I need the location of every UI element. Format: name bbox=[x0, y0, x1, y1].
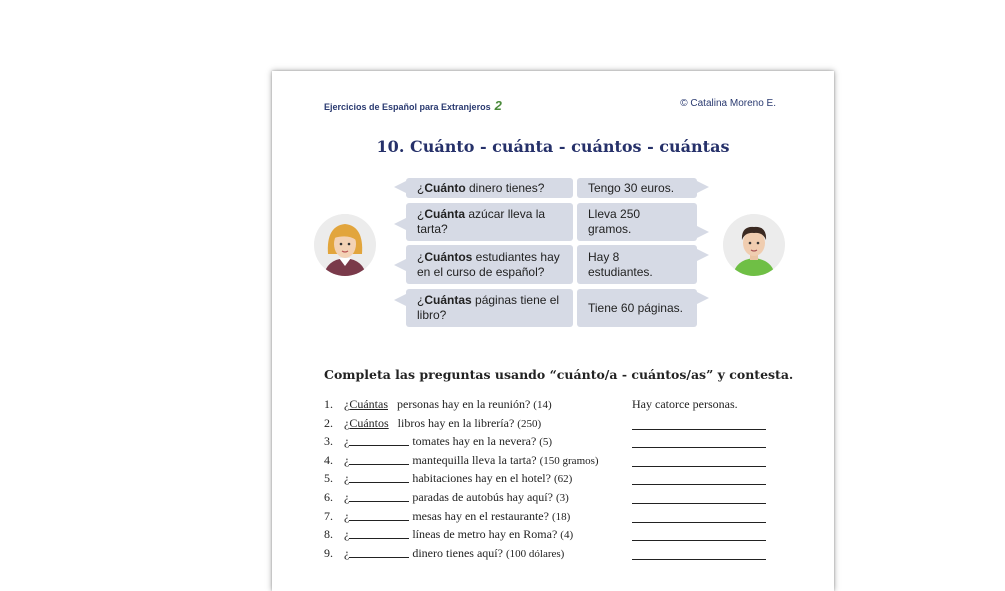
answer-bubble bbox=[577, 289, 697, 327]
answer-line[interactable] bbox=[632, 447, 766, 448]
fill-blank[interactable] bbox=[349, 471, 409, 483]
question-word: Cuánto bbox=[424, 180, 466, 195]
question-mark: ¿ bbox=[344, 452, 350, 467]
answer-line[interactable] bbox=[632, 429, 766, 430]
fill-blank[interactable] bbox=[349, 509, 409, 521]
page-title: 10. Cuánto - cuánta - cuántos - cuántas bbox=[376, 137, 730, 156]
question-text: líneas de metro hay en Roma? bbox=[409, 527, 561, 542]
book-title bbox=[324, 98, 502, 113]
answer-text: Lleva 250 gramos. bbox=[588, 207, 641, 236]
answer-text: Tengo 30 euros. bbox=[588, 180, 675, 195]
fill-blank[interactable] bbox=[349, 434, 409, 446]
question-text: paradas de autobús hay aquí? bbox=[409, 490, 556, 504]
book-number: 2 bbox=[494, 98, 502, 113]
fill-blank[interactable] bbox=[349, 527, 409, 539]
question-text: mesas hay en el restaurante? bbox=[409, 508, 552, 523]
quantity-hint: (100 dólares) bbox=[505, 547, 565, 560]
exercise-question bbox=[344, 546, 564, 561]
bubble-tail-icon bbox=[394, 259, 406, 271]
question-mark: ¿ bbox=[344, 508, 350, 523]
exercise-question bbox=[344, 509, 570, 524]
answer-bubble bbox=[577, 245, 697, 284]
question-text: páginas tiene el libro? bbox=[417, 293, 560, 322]
fill-blank[interactable] bbox=[349, 546, 409, 558]
question-mark: ¿ bbox=[344, 471, 350, 486]
question-text: mantequilla lleva la tarta? bbox=[409, 452, 540, 467]
exercise-question bbox=[344, 490, 569, 505]
bubble-tail-icon bbox=[394, 218, 406, 230]
question-bubble bbox=[406, 245, 573, 284]
answer-line[interactable] bbox=[632, 522, 766, 523]
question-text: dinero tienes aquí? bbox=[409, 545, 506, 560]
exercise-question bbox=[344, 416, 541, 431]
question-mark: ¿ bbox=[344, 415, 350, 430]
quantity-hint: (150 gramos) bbox=[539, 454, 599, 467]
question-mark: ¿ bbox=[344, 490, 350, 504]
exercise-number: 6. bbox=[324, 490, 333, 504]
boy-avatar-icon bbox=[723, 214, 785, 276]
bubble-tail-icon bbox=[697, 249, 709, 261]
answer-line[interactable] bbox=[632, 540, 766, 541]
question-bubble bbox=[406, 178, 573, 198]
exercise-question bbox=[344, 453, 599, 468]
bubble-tail-icon bbox=[697, 181, 709, 193]
bubble-tail-icon bbox=[394, 181, 406, 193]
answer-line[interactable] bbox=[632, 503, 766, 504]
fill-blank[interactable] bbox=[349, 453, 409, 465]
question-text: libros hay en la librería? bbox=[394, 415, 518, 430]
answer-line[interactable] bbox=[632, 559, 766, 560]
quantity-hint: (14) bbox=[533, 399, 552, 411]
answer-text: Hay 8 estudiantes. bbox=[588, 249, 653, 279]
question-word: Cuánta bbox=[424, 207, 466, 221]
quantity-hint: (250) bbox=[517, 417, 542, 430]
worksheet-page bbox=[272, 71, 834, 591]
question-bubble bbox=[406, 289, 573, 327]
question-mark: ¿ bbox=[417, 293, 425, 307]
copyright: © Catalina Moreno E. bbox=[680, 98, 776, 109]
question-text: personas hay en la reunión? bbox=[394, 397, 534, 411]
question-text: estudiantes hay en el curso de español? bbox=[417, 249, 560, 279]
answer-bubble bbox=[577, 203, 697, 241]
bubble-tail-icon bbox=[394, 294, 406, 306]
quantity-hint: (5) bbox=[539, 436, 553, 449]
answer-text: Tiene 60 páginas. bbox=[588, 300, 683, 315]
filled-answer: Cuántos bbox=[349, 415, 389, 430]
quantity-hint: (4) bbox=[560, 529, 574, 542]
exercise-question bbox=[344, 397, 552, 412]
answer-line[interactable] bbox=[632, 484, 766, 485]
exercise-question bbox=[344, 471, 572, 486]
exercise-number: 5. bbox=[324, 471, 333, 486]
question-mark: ¿ bbox=[344, 397, 350, 411]
exercise-number: 3. bbox=[324, 434, 333, 449]
question-text: habitaciones hay en el hotel? bbox=[409, 471, 554, 486]
question-mark: ¿ bbox=[417, 180, 425, 195]
question-bubble bbox=[406, 203, 573, 241]
exercise-number: 9. bbox=[324, 545, 333, 560]
exercise-number: 8. bbox=[324, 527, 333, 542]
exercise-number: 7. bbox=[324, 508, 333, 523]
question-text: dinero tienes? bbox=[465, 180, 545, 195]
quantity-hint: (62) bbox=[553, 473, 573, 486]
question-mark: ¿ bbox=[417, 207, 425, 221]
question-mark: ¿ bbox=[417, 249, 425, 264]
fill-blank[interactable] bbox=[349, 490, 409, 502]
question-word: Cuántos bbox=[424, 249, 473, 264]
answer-bubble bbox=[577, 178, 697, 198]
exercise-instruction: Completa las preguntas usando “cuánto/a - cuántos/as” y contesta. bbox=[324, 367, 794, 382]
question-mark: ¿ bbox=[344, 545, 350, 560]
bubble-tail-icon bbox=[697, 292, 709, 304]
book-title-text: Ejercicios de Español para Extranjeros bbox=[324, 102, 491, 112]
exercise-question bbox=[344, 434, 552, 449]
girl-avatar-icon bbox=[314, 214, 376, 276]
answer-line[interactable] bbox=[632, 466, 766, 467]
question-mark: ¿ bbox=[344, 434, 350, 449]
quantity-hint: (18) bbox=[551, 510, 571, 523]
exercise-question bbox=[344, 527, 573, 542]
exercise-number: 2. bbox=[324, 415, 333, 430]
exercise-number: 4. bbox=[324, 452, 333, 467]
bubble-tail-icon bbox=[697, 226, 709, 238]
filled-answer: Cuántas bbox=[349, 397, 388, 411]
question-text: azúcar lleva la tarta? bbox=[417, 207, 546, 236]
question-word: Cuántas bbox=[424, 293, 472, 307]
exercise-number: 1. bbox=[324, 397, 333, 411]
question-mark: ¿ bbox=[344, 527, 350, 542]
quantity-hint: (3) bbox=[555, 492, 569, 504]
question-text: tomates hay en la nevera? bbox=[409, 434, 540, 449]
answer-text: Hay catorce personas. bbox=[632, 397, 738, 411]
